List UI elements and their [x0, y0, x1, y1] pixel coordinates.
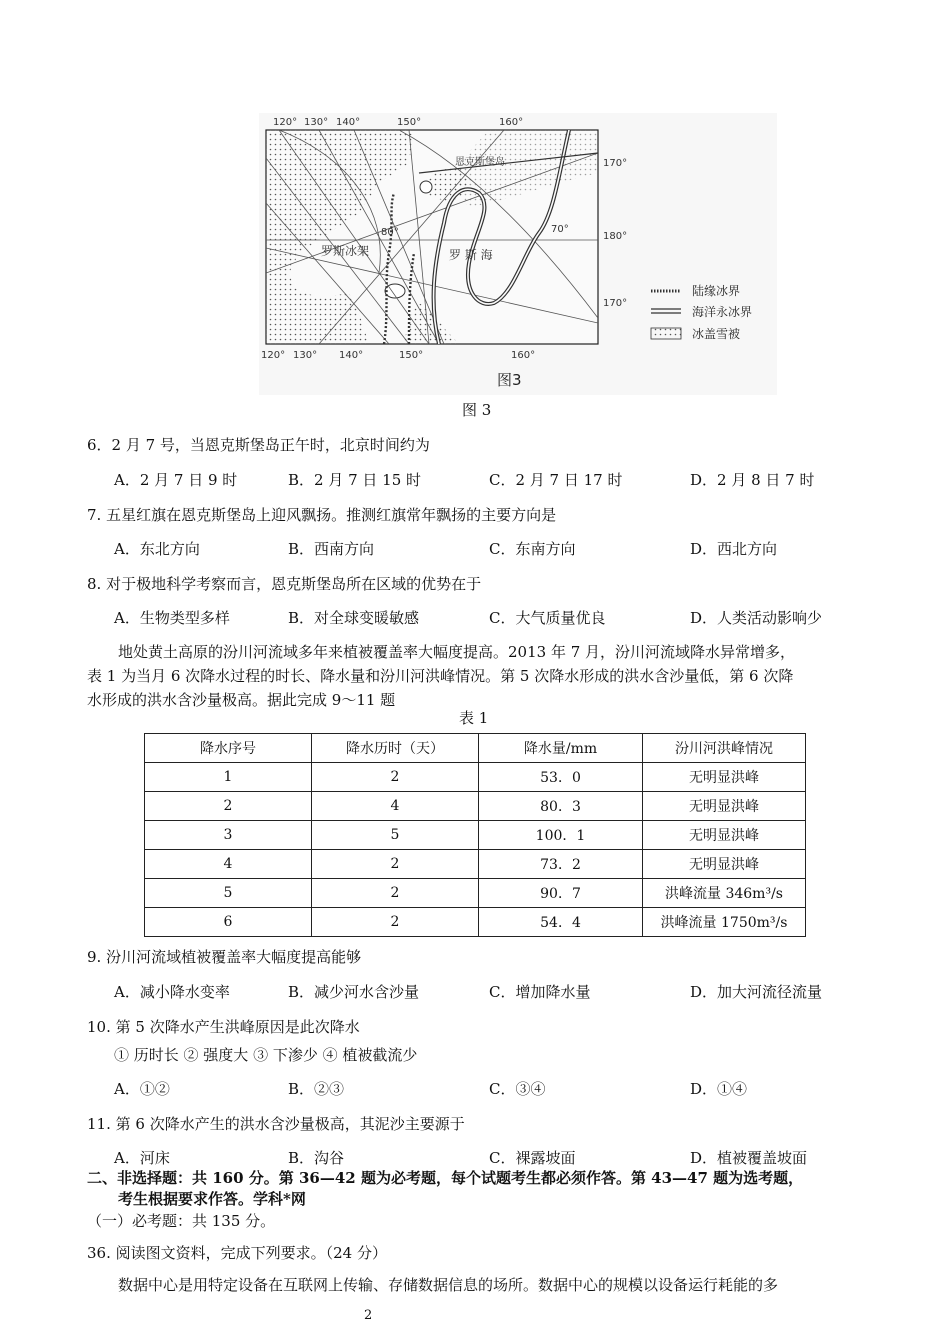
- data-table: [144, 733, 806, 937]
- map-lon-right-180: 180°: [603, 231, 628, 242]
- q6-option-d: D．2 月 8 日 7 时: [690, 471, 815, 489]
- map-lon-bottom-150: 150°: [399, 350, 424, 361]
- q11-option-d: D．植被覆盖坡面: [690, 1149, 808, 1167]
- section-2-heading-cont: 考生根据要求作答。学科*网: [118, 1190, 306, 1208]
- q9-option-d: D．加大河流径流量: [690, 983, 823, 1001]
- q8-option-b: B．对全球变暖敏感: [288, 609, 420, 627]
- q8-option-d: D．人类活动影响少: [690, 609, 823, 627]
- table-row: [145, 850, 806, 879]
- passage-line-3: 水形成的洪水含沙量极高。据此完成 9～11 题: [87, 691, 396, 709]
- question-7-stem: 7. 五星红旗在恩克斯堡岛上迎风飘扬。推测红旗常年飘扬的主要方向是: [87, 506, 557, 524]
- table-cell: 无明显洪峰: [643, 821, 806, 850]
- question-10-stem: 10. 第 5 次降水产生洪峰原因是此次降水: [87, 1018, 360, 1036]
- dotted-box-icon: [651, 328, 681, 339]
- table-cell: 4: [145, 850, 312, 879]
- legend-label-sea-ice: 海洋永冰界: [692, 305, 753, 319]
- q7-option-d: D．西北方向: [690, 540, 778, 558]
- table-row: [145, 792, 806, 821]
- q9-option-b: B．减少河水含沙量: [288, 983, 420, 1001]
- map-inner-caption: 图3: [497, 371, 522, 389]
- question-9-stem: 9. 汾川河流域植被覆盖率大幅度提高能够: [87, 948, 362, 966]
- table-row: [145, 879, 806, 908]
- q8-option-a: A．生物类型多样: [114, 609, 230, 627]
- table-header-cell: 降水量/mm: [479, 734, 643, 763]
- table-row: [145, 821, 806, 850]
- table-cell: 5: [312, 821, 479, 850]
- map-lon-right-170b: 170°: [603, 298, 628, 309]
- map-label-ice-shelf: 罗斯冰架: [321, 244, 370, 258]
- question-6-stem: 6．2 月 7 号，当恩克斯堡岛正午时，北京时间约为: [87, 436, 430, 454]
- table-cell: 无明显洪峰: [643, 792, 806, 821]
- question-36-stem: 36. 阅读图文资料，完成下列要求。（24 分）: [87, 1244, 387, 1262]
- table-row: [145, 763, 806, 792]
- table-cell: 54．4: [479, 908, 643, 937]
- q9-option-a: A．减小降水变率: [114, 983, 230, 1001]
- q11-option-c: C．裸露坡面: [489, 1149, 576, 1167]
- passage-line-1: 地处黄土高原的汾川河流域多年来植被覆盖率大幅度提高。2013 年 7 月，汾川河流域降水异常增多，: [118, 643, 796, 661]
- q7-option-c: C．东南方向: [489, 540, 576, 558]
- legend-label-land-ice: 陆缘冰界: [692, 284, 741, 298]
- q11-option-a: A．河床: [114, 1149, 170, 1167]
- q7-option-a: A．东北方向: [114, 540, 200, 558]
- map-lat-80: 80°: [381, 227, 399, 238]
- passage-line-2: 表 1 为当月 6 次降水过程的时长、降水量和汾川河洪峰情况。第 5 次降水形成的洪水含沙量低，第 6 次降: [87, 667, 794, 685]
- table-cell: 5: [145, 879, 312, 908]
- q10-option-b: B．②③: [288, 1080, 345, 1098]
- table-cell: 73．2: [479, 850, 643, 879]
- question-36-text: 数据中心是用特定设备在互联网上传输、存储数据信息的场所。数据中心的规模以设备运行耗能的多: [118, 1276, 779, 1294]
- table-cell: 3: [145, 821, 312, 850]
- table-header-cell: 降水序号: [145, 734, 312, 763]
- map-lat-70: 70°: [551, 224, 569, 235]
- map-lon-right-170a: 170°: [603, 158, 628, 169]
- figure-caption: 图 3: [462, 401, 492, 419]
- table-cell: 2: [312, 908, 479, 937]
- q9-option-c: C．增加降水量: [489, 983, 591, 1001]
- table-cell: 洪峰流量 1750m³/s: [643, 908, 806, 937]
- table-header-cell: 降水历时（天）: [312, 734, 479, 763]
- q6-option-b: B．2 月 7 日 15 时: [288, 471, 422, 489]
- table-cell: 2: [312, 763, 479, 792]
- q10-option-a: A．①②: [114, 1080, 170, 1098]
- page-number: 2: [364, 1308, 373, 1323]
- table-cell: 6: [145, 908, 312, 937]
- table-row: [145, 908, 806, 937]
- q7-option-b: B．西南方向: [288, 540, 375, 558]
- section-2-heading: 二、非选择题：共 160 分。第 36—42 题为必考题，每个试题考生都必须作答。第 43—47 题为选考题，: [87, 1169, 804, 1187]
- question-8-stem: 8. 对于极地科学考察而言，恩克斯堡岛所在区域的优势在于: [87, 575, 482, 593]
- map-lon-bottom-130: 130°: [293, 350, 318, 361]
- q6-option-a: A．2 月 7 日 9 时: [114, 471, 238, 489]
- table-cell: 80．3: [479, 792, 643, 821]
- map-lon-top-140: 140°: [336, 117, 361, 128]
- table-header-cell: 汾川河洪峰情况: [643, 734, 806, 763]
- section-2-subheading: （一）必考题：共 135 分。: [87, 1212, 276, 1230]
- map-lon-top-160: 160°: [499, 117, 524, 128]
- map-lon-bottom-120: 120°: [261, 350, 286, 361]
- q10-option-d: D．①④: [690, 1080, 748, 1098]
- map-lon-top-150: 150°: [397, 117, 422, 128]
- figure-3-map: [259, 113, 777, 395]
- map-label-island: 恩克斯堡岛: [455, 157, 505, 168]
- table-title: 表 1: [459, 709, 489, 727]
- table-cell: 2: [312, 850, 479, 879]
- q6-option-c: C．2 月 7 日 17 时: [489, 471, 623, 489]
- legend-label-ice-cover: 冰盖雪被: [692, 327, 741, 341]
- table-cell: 无明显洪峰: [643, 763, 806, 792]
- q11-option-b: B．沟谷: [288, 1149, 345, 1167]
- map-legend: [651, 283, 752, 341]
- q8-option-c: C．大气质量优良: [489, 609, 606, 627]
- table-cell: 洪峰流量 346m³/s: [643, 879, 806, 908]
- table-cell: 无明显洪峰: [643, 850, 806, 879]
- map-label-sea: 罗 斯 海: [449, 248, 493, 262]
- map-lon-top-120: 120°: [273, 117, 298, 128]
- table-cell: 90．7: [479, 879, 643, 908]
- map-lon-bottom-140: 140°: [339, 350, 364, 361]
- table-header-row: [145, 734, 806, 763]
- table-cell: 4: [312, 792, 479, 821]
- table-cell: 100．1: [479, 821, 643, 850]
- table-cell: 53．0: [479, 763, 643, 792]
- q10-option-c: C．③④: [489, 1080, 546, 1098]
- q10-sub-items: ① 历时长 ② 强度大 ③ 下渗少 ④ 植被截流少: [114, 1046, 418, 1064]
- map-lon-top-130: 130°: [304, 117, 329, 128]
- map-lon-bottom-160: 160°: [511, 350, 536, 361]
- table-cell: 1: [145, 763, 312, 792]
- question-11-stem: 11. 第 6 次降水产生的洪水含沙量极高，其泥沙主要源于: [87, 1115, 465, 1133]
- table-cell: 2: [145, 792, 312, 821]
- table-cell: 2: [312, 879, 479, 908]
